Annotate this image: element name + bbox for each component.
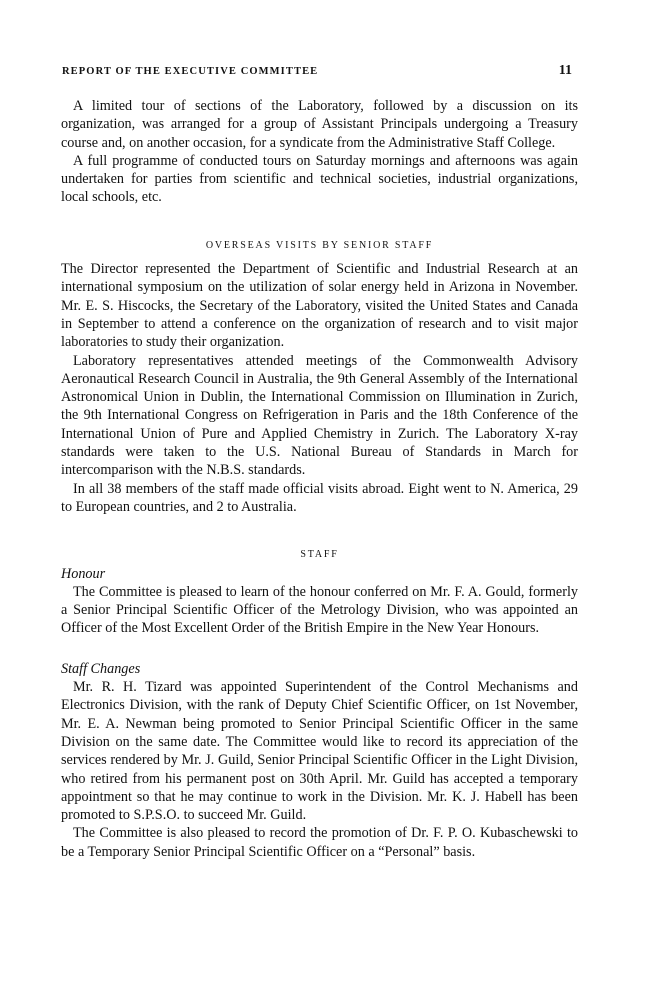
staff-changes-paragraph-1: Mr. R. H. Tizard was appointed Superintendent of the Control Mechanisms and Electronics Division, with the rank of Deputy Chief Scientific Officer, on 1st November, Mr. E. A. Newman being promoted to Senior Principal Scientific Officer in the same Division on the same date. The Committee would like to record its appreciation of the services rendered by Mr. J. Guild, Senior Principal Scientific Officer in the Light Division, who retired from his permanent post on 30th April. Mr. Guild has accepted a temporary appointment so that he may continue to work in the Division. Mr. K. J. Habell has been promoted to S.P.S.O. to succeed Mr. Guild. (61, 679, 578, 824)
honour-subheading: Honour (61, 565, 106, 582)
page-number: 11 (558, 63, 572, 78)
overseas-paragraph-3: In all 38 members of the staff made official visits abroad. Eight went to N. America, 29 to European countries, and 2 to Australia. (61, 480, 578, 515)
running-title: REPORT OF THE EXECUTIVE COMMITTEE (62, 66, 319, 77)
staff-changes-subheading: Staff Changes (61, 660, 141, 677)
overseas-paragraph-2: Laboratory representatives attended meetings of the Commonwealth Advisory Aeronautical Research Council in Australia, the 9th General Assembly of the International Astronomical Union in Dublin, the International Commission on Illumination in Zurich, the 9th International Congress on Refrigeration in Paris and the 18th Conference of the International Union of Pure and Applied Chemistry in Zurich. The Laboratory X-ray standards were taken to the U.S. National Bureau of Standards in March for intercomparison with the N.B.S. standards. (61, 352, 578, 479)
staff-heading: STAFF (300, 549, 339, 561)
staff-changes-paragraph-2: The Committee is also pleased to record the promotion of Dr. F. P. O. Kubaschewski to be a Temporary Senior Principal Scientific Officer on a “Personal” basis. (61, 825, 578, 860)
running-header (62, 63, 572, 78)
intro-paragraph-1: A limited tour of sections of the Laboratory, followed by a discussion on its organization, was arranged for a group of Assistant Principals undergoing a Treasury course and, on another occasion, for a syndicate from the Administrative Staff College. (61, 98, 578, 151)
page-body (61, 97, 578, 861)
intro-paragraph-2: A full programme of conducted tours on Saturday mornings and afternoons was again undertaken for parties from scientific and technical societies, industrial organizations, local schools, etc. (61, 152, 578, 206)
overseas-paragraph-1: The Director represented the Department of Scientific and Industrial Research at an international symposium on the utilization of solar energy held in Arizona in November. Mr. E. S. Hiscocks, the Secretary of the Laboratory, visited the United States and Canada in September to attend a conference on the organization of research and to visit major laboratories to study their organization. (61, 261, 578, 351)
honour-paragraph: The Committee is pleased to learn of the honour conferred on Mr. F. A. Gould, formerly a Senior Principal Scientific Officer of the Metrology Division, who was appointed an Officer of the Most Excellent Order of the British Empire in the New Year Honours. (61, 583, 578, 637)
overseas-visits-heading: OVERSEAS VISITS BY SENIOR STAFF (205, 239, 434, 251)
